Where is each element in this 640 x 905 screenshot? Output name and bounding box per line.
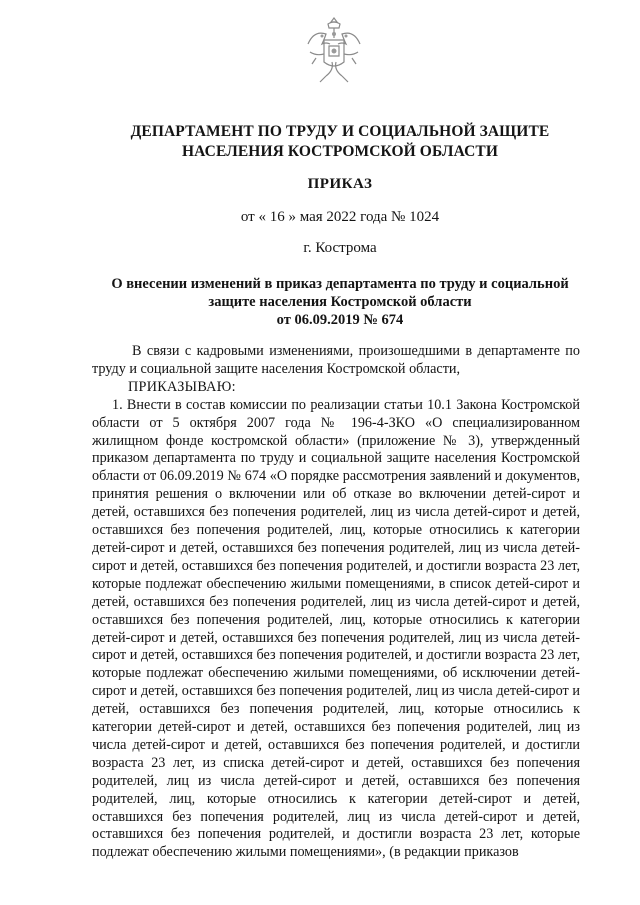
subject-line-3: от 06.09.2019 № 674 [276, 312, 404, 328]
coat-of-arms-icon [302, 14, 366, 90]
city: г. Кострома [303, 240, 377, 256]
department-line-1: ДЕПАРТАМЕНТ ПО ТРУДУ И СОЦИАЛЬНОЙ ЗАЩИТЕ [130, 123, 550, 140]
order-body [92, 343, 580, 862]
item-1-paragraph: 1. Внести в состав комиссии по реализации статьи 10.1 Закона Костромской области от 5 октября 2007 года № 196-4-ЗКО «О специализированном жилищном фонде костромской области» (приложение № 3), утвержденный приказом департамента по труду и социальной защите населения Костромской области от 06.09.2019 № 674 «О порядке рассмотрения заявлений и документов, принятия решения о включении или об отказе во включении детей-сирот и детей, оставшихся без попечения родителей, лиц из числа детей-сирот и детей, оставшихся без попечения родителей, лиц, которые относились к категории детей-сирот и детей, оставшихся без попечения родителей, лиц из числа детей-сирот и детей, оставшихся без попечения родителей, и достигли возраста 23 лет, которые подлежат обеспечению жилыми помещениями, в список детей-сирот и детей, оставшихся без попечения родителей, лиц из числа детей-сирот и детей, оставшихся без попечения родителей, лиц, которые относились к категории детей-сирот и детей, оставшихся без попечения родителей, лиц из числа детей-сирот и детей, оставшихся без попечения родителей, и достигли возраста 23 лет, которые подлежат обеспечению жилыми помещениями, об исключении детей-сирот и детей, оставшихся без попечения родителей, лиц из числа детей-сирот и детей, оставшихся без попечения родителей, лиц, которые относились к категории детей-сирот и детей, оставшихся без попечения родителей, лиц из числа детей-сирот и детей, оставшихся без попечения родителей, и достигли возраста 23 лет, из списка детей-сирот и детей, оставшихся без попечения родителей, лиц из числа детей-сирот и детей, оставшихся без попечения родителей, лиц, которые относились к категории детей-сирот и детей, оставшихся без попечения родителей, лиц из числа детей-сирот и детей, оставшихся без попечения родителей, и достигли возраста 23 лет, которые подлежат обеспечению жилыми помещениями», (в редакции приказов [92, 396, 580, 861]
subject-line-1: О внесении изменений в приказ департамента по труду и социальной [111, 276, 569, 292]
document-type: ПРИКАЗ [307, 176, 373, 192]
order-subject [60, 275, 620, 329]
department-line-2: НАСЕЛЕНИЯ КОСТРОМСКОЙ ОБЛАСТИ [182, 143, 498, 160]
intro-paragraph: В связи с кадровыми изменениями, произошедшими в департаменте по труду и социальной защите населения Костромской области, [92, 343, 580, 377]
subject-line-2: защите населения Костромской области [208, 294, 472, 310]
department-heading [60, 122, 620, 162]
order-date-number: от « 16 » мая 2022 года № 1024 [240, 209, 440, 225]
command-word: ПРИКАЗЫВАЮ: [128, 378, 236, 395]
